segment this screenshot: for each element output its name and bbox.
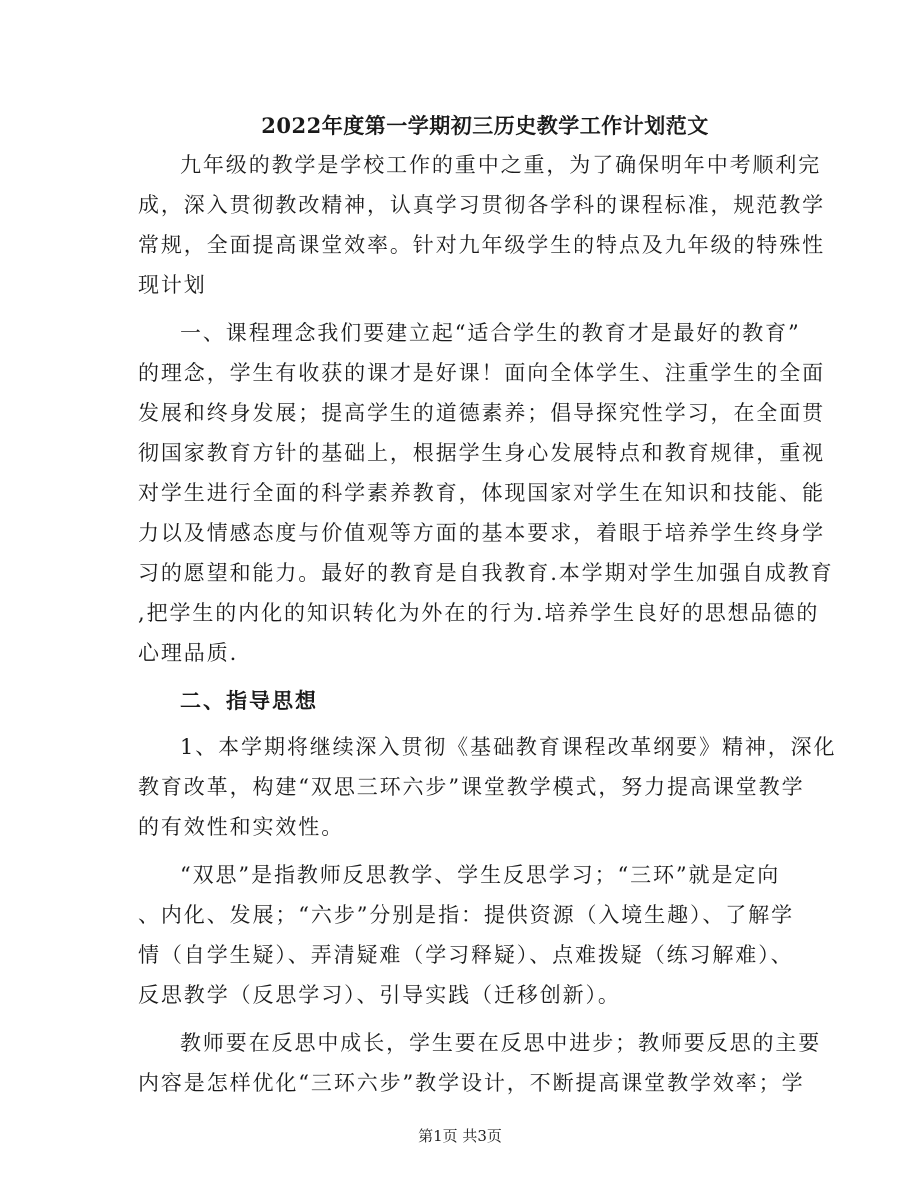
paragraph-line: 现计划 <box>138 273 207 297</box>
paragraph-line: 对学生进行全面的科学素养教育，体现国家对学生在知识和技能、能 <box>138 481 825 505</box>
paragraph-line: 九年级的教学是学校工作的重中之重，为了确保明年中考顺利完 <box>180 153 822 177</box>
paragraph-line: ,把学生的内化的知识转化为外在的行为.培养学生良好的思想品德的 <box>138 601 820 625</box>
paragraph-line: 反思教学（反思学习）、引导实践（迁移创新）。 <box>138 983 621 1007</box>
page-title: 2022年度第一学期初三历史教学工作计划范文 <box>261 113 709 138</box>
paragraph-line: 常规，全面提高课堂效率。针对九年级学生的特点及九年级的特殊性 <box>138 233 825 257</box>
paragraph-line: “双思”是指教师反思教学、学生反思学习；“三环”就是定向 <box>180 863 781 887</box>
paragraph-line: 的有效性和实效性。 <box>138 815 345 839</box>
paragraph-line: 成，深入贯彻教改精神，认真学习贯彻各学科的课程标准，规范教学 <box>138 193 825 217</box>
paragraph-line: 教师要在反思中成长，学生要在反思中进步；教师要反思的主要 <box>180 1031 822 1055</box>
paragraph-line: 教育改革，构建“双思三环六步”课堂教学模式，努力提高课堂教学 <box>138 775 805 799</box>
paragraph-line: 内容是怎样优化“三环六步”教学设计，不断提高课堂教学效率；学 <box>138 1071 805 1095</box>
paragraph-line: 的理念，学生有收获的课才是好课！面向全体学生、注重学生的全面 <box>138 361 825 385</box>
paragraph-line: 彻国家教育方针的基础上，根据学生身心发展特点和教育规律，重视 <box>138 441 825 465</box>
paragraph-line: 、内化、发展；“六步”分别是指：提供资源（入境生趣）、了解学 <box>138 903 794 927</box>
paragraph-line: 习的愿望和能力。最好的教育是自我教育.本学期对学生加强自成教育 <box>138 561 834 585</box>
paragraph-line: 一、课程理念我们要建立起“适合学生的教育才是最好的教育” <box>180 321 801 345</box>
paragraph-line: 情（自学生疑）、弄清疑难（学习释疑）、点难拨疑（练习解难）、 <box>138 943 794 967</box>
paragraph-line: 心理品质. <box>138 641 239 665</box>
page-footer: 第1页 共3页 <box>418 1127 502 1145</box>
paragraph-line: 发展和终身发展；提高学生的道德素养；倡导探究性学习，在全面贯 <box>138 401 825 425</box>
paragraph-line: 1、本学期将继续深入贯彻《基础教育课程改革纲要》精神，深化 <box>180 735 837 759</box>
section-heading: 二、指导思想 <box>180 688 318 713</box>
paragraph-line: 力以及情感态度与价值观等方面的基本要求，着眼于培养学生终身学 <box>138 521 825 545</box>
